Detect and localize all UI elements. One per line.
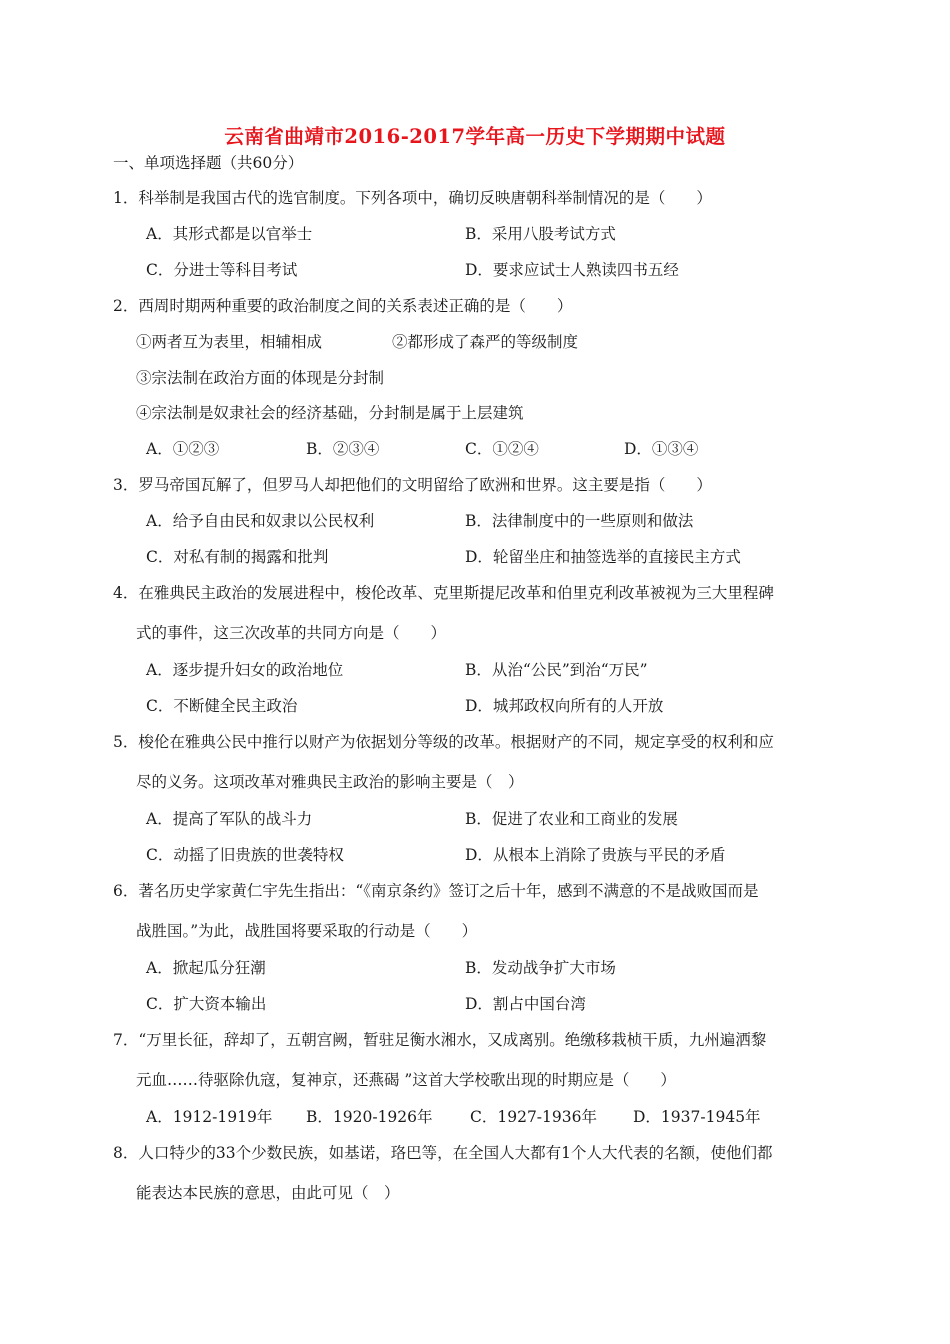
question-3-option-d: D．轮留坐庄和抽签选举的直接民主方式 xyxy=(465,548,741,566)
page-title: 云南省曲靖市2016-2017学年高一历史下学期期中试题 xyxy=(224,125,726,148)
question-1-option-d: D．要求应试士人熟读四书五经 xyxy=(465,261,679,279)
question-8-stem-line-2: 能表达本民族的意思，由此可见（ ） xyxy=(136,1184,400,1202)
question-7-option-c: C．1927-1936年 xyxy=(470,1108,597,1126)
question-7-option-b: B．1920-1926年 xyxy=(306,1108,433,1126)
question-2-option-b: B．②③④ xyxy=(306,440,380,458)
question-2-item-1: ①两者互为表里，相辅相成 xyxy=(136,333,323,351)
question-6-stem-line-1: 6．著名历史学家黄仁宇先生指出：“《南京条约》签订之后十年，感到不满意的不是战败国而是 xyxy=(113,882,759,900)
question-1-stem: 1．科举制是我国古代的选官制度。下列各项中，确切反映唐朝科举制情况的是（ ） xyxy=(113,189,712,207)
question-4-option-c: C．不断健全民主政治 xyxy=(146,697,298,715)
question-2-option-d: D．①③④ xyxy=(624,440,699,458)
question-1-option-a: A．其形式都是以官举士 xyxy=(146,225,313,243)
question-6-option-b: B．发动战争扩大市场 xyxy=(465,959,616,977)
question-3-option-c: C．对私有制的揭露和批判 xyxy=(146,548,329,566)
question-5-stem-line-2: 尽的义务。这项改革对雅典民主政治的影响主要是（ ） xyxy=(136,773,524,791)
question-6-option-c: C．扩大资本输出 xyxy=(146,995,267,1013)
question-5-option-b: B．促进了农业和工商业的发展 xyxy=(465,810,678,828)
question-5-option-d: D．从根本上消除了贵族与平民的矛盾 xyxy=(465,846,726,864)
question-4-stem-line-2: 式的事件，这三次改革的共同方向是（ ） xyxy=(136,624,447,642)
question-2-item-3: ③宗法制在政治方面的体现是分封制 xyxy=(136,369,385,387)
question-7-option-a: A．1912-1919年 xyxy=(146,1108,273,1126)
question-2-item-2: ②都形成了森严的等级制度 xyxy=(392,333,579,351)
question-5-option-c: C．动摇了旧贵族的世袭特权 xyxy=(146,846,344,864)
question-7-stem-line-2: 元血……待驱除仇寇，复神京，还燕碣 ”这首大学校歌出现的时期应是（ ） xyxy=(136,1071,676,1089)
question-3-stem: 3．罗马帝国瓦解了，但罗马人却把他们的文明留给了欧洲和世界。这主要是指（ ） xyxy=(113,476,712,494)
question-6-stem-line-2: 战胜国。”为此，战胜国将要采取的行动是（ ） xyxy=(136,922,478,940)
question-7-stem-line-1: 7．“万里长征，辞却了，五朝宫阙，暂驻足衡水湘水，又成离别。绝缴移栽桢干质，九州遍洒黎 xyxy=(113,1031,767,1049)
question-2-option-a: A．①②③ xyxy=(146,440,220,458)
question-2-item-4: ④宗法制是奴隶社会的经济基础，分封制是属于上层建筑 xyxy=(136,404,524,422)
question-8-stem-line-1: 8．人口特少的33个少数民族，如基诺，珞巴等，在全国人大都有1个人大代表的名额，使他们都 xyxy=(113,1144,773,1162)
question-6-option-d: D．割占中国台湾 xyxy=(465,995,586,1013)
question-2-option-c: C．①②④ xyxy=(465,440,539,458)
question-1-option-b: B．采用八股考试方式 xyxy=(465,225,616,243)
question-7-option-d: D．1937-1945年 xyxy=(633,1108,761,1126)
question-6-option-a: A．掀起瓜分狂潮 xyxy=(146,959,266,977)
question-4-option-d: D．城邦政权向所有的人开放 xyxy=(465,697,664,715)
question-3-option-a: A．给予自由民和奴隶以公民权利 xyxy=(146,512,375,530)
question-1-option-c: C．分进士等科目考试 xyxy=(146,261,298,279)
section-heading: 一、单项选择题（共60分） xyxy=(113,154,304,172)
question-4-stem-line-1: 4．在雅典民主政治的发展进程中，梭伦改革、克里斯提尼改革和伯里克利改革被视为三大里程碑 xyxy=(113,584,774,602)
question-4-option-a: A．逐步提升妇女的政治地位 xyxy=(146,661,344,679)
question-4-option-b: B．从治“公民”到治“万民” xyxy=(465,661,648,679)
question-5-option-a: A．提高了军队的战斗力 xyxy=(146,810,313,828)
question-2-stem: 2．西周时期两种重要的政治制度之间的关系表述正确的是（ ） xyxy=(113,297,573,315)
question-3-option-b: B．法律制度中的一些原则和做法 xyxy=(465,512,694,530)
question-5-stem-line-1: 5．梭伦在雅典公民中推行以财产为依据划分等级的改革。根据财产的不同，规定享受的权利和应 xyxy=(113,733,774,751)
